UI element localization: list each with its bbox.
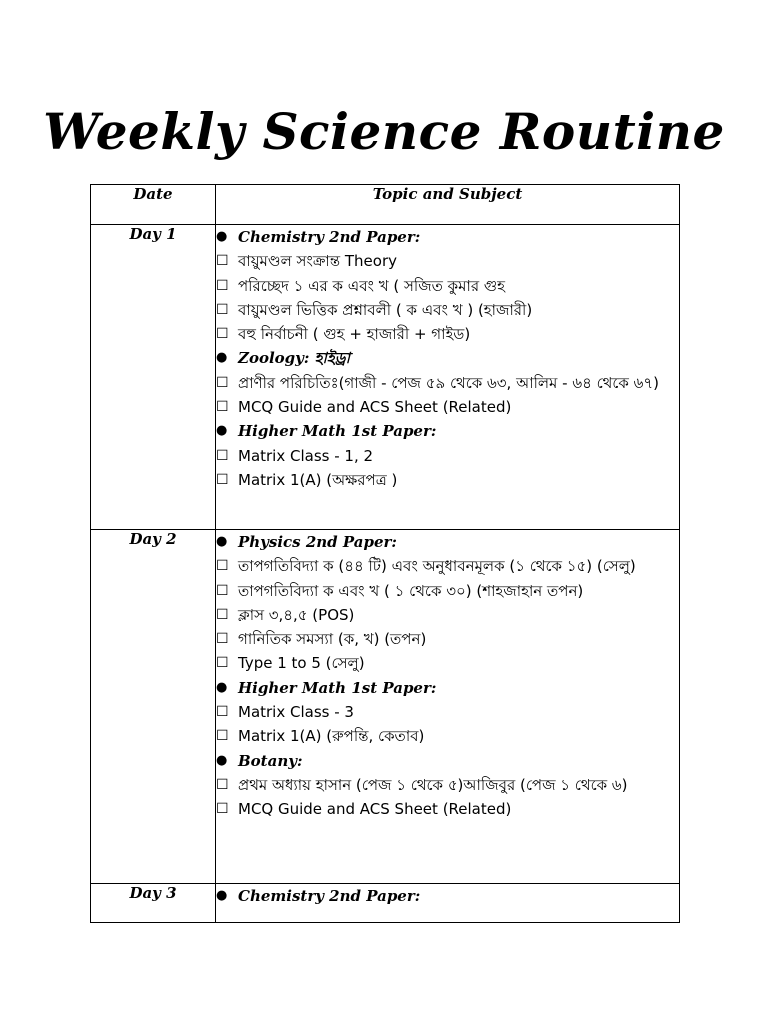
subject-heading-item	[216, 884, 679, 908]
checkbox-icon[interactable]: ☐	[216, 655, 229, 672]
bullet-icon: ●	[216, 229, 228, 244]
table-row-day-1	[91, 225, 680, 530]
checkbox-icon[interactable]: ☐	[216, 801, 229, 818]
table-row-day-2	[91, 530, 680, 884]
checkbox-icon[interactable]: ☐	[216, 728, 229, 745]
subject-heading-item	[216, 225, 679, 249]
checklist-item	[216, 395, 679, 419]
topic-list	[216, 530, 679, 822]
checkbox-icon[interactable]: ☐	[216, 326, 229, 343]
routine-table	[90, 184, 680, 923]
item-text: প্রাণীর পরিচিতিঃ(গাজী - পেজ ৫৯ থেকে ৬৩, আলিম - ৬৪ থেকে ৬৭)	[238, 373, 660, 392]
bullet-icon: ●	[216, 679, 228, 695]
table-row-day-3	[91, 884, 680, 923]
subject-heading-item	[216, 676, 679, 700]
topic-list	[216, 225, 679, 492]
checklist-item	[216, 274, 679, 298]
topic-column-header: Topic and Subject	[216, 185, 680, 225]
item-text: Higher Math 1st Paper:	[238, 422, 437, 441]
page-title: Weekly Science Routine	[43, 102, 725, 161]
checklist-item	[216, 371, 679, 395]
item-text: Chemistry 2nd Paper:	[238, 228, 421, 246]
checklist-item	[216, 724, 679, 748]
item-text: বহু নির্বাচনী ( গুহ + হাজারী + গাইড)	[238, 325, 471, 344]
topic-cell	[216, 225, 680, 530]
bullet-icon: ●	[216, 534, 228, 549]
item-text: বায়ুমণ্ডল সংক্রান্ত Theory	[238, 252, 398, 271]
checkbox-icon[interactable]: ☐	[216, 606, 229, 623]
checkbox-icon[interactable]: ☐	[216, 631, 229, 648]
subject-heading-item	[216, 530, 679, 554]
checklist-item	[216, 322, 679, 346]
topic-list	[216, 884, 679, 908]
checklist-item	[216, 554, 679, 578]
subject-heading-item	[216, 346, 679, 370]
checkbox-icon[interactable]: ☐	[216, 558, 229, 575]
item-text: প্রথম অধ্যায় হাসান (পেজ ১ থেকে ৫)আজিবুর (পেজ ১ থেকে ৬)	[238, 775, 628, 794]
item-text: Type 1 to 5 (সেলু)	[238, 654, 365, 673]
checklist-item	[216, 627, 679, 651]
checkbox-icon[interactable]: ☐	[216, 582, 229, 599]
item-text: Matrix Class - 3	[238, 703, 354, 722]
bullet-icon: ●	[216, 423, 228, 439]
item-text: তাপগতিবিদ্যা ক (৪৪ টি) এবং অনুধাবনমূলক (১ থেকে ১৫) (সেলু)	[238, 557, 636, 576]
checklist-item	[216, 700, 679, 724]
checkbox-icon[interactable]: ☐	[216, 253, 229, 270]
table-header-row	[91, 185, 680, 225]
day-cell: Day 2	[91, 530, 216, 884]
day-cell: Day 1	[91, 225, 216, 530]
topic-cell	[216, 530, 680, 884]
checklist-item	[216, 651, 679, 675]
checkbox-icon[interactable]: ☐	[216, 301, 229, 318]
bullet-icon: ●	[216, 350, 228, 366]
checklist-item	[216, 249, 679, 273]
checklist-item	[216, 773, 679, 797]
checkbox-icon[interactable]: ☐	[216, 374, 229, 391]
checkbox-icon[interactable]: ☐	[216, 776, 229, 793]
checkbox-icon[interactable]: ☐	[216, 399, 229, 416]
topic-cell	[216, 884, 680, 923]
item-text: Zoology: হাইড্রা	[238, 349, 351, 368]
subject-heading-item	[216, 419, 679, 443]
checklist-item	[216, 579, 679, 603]
date-column-header: Date	[91, 185, 216, 225]
item-text: পরিচ্ছেদ ১ এর ক এবং খ ( সজিত কুমার গুহ	[238, 276, 506, 295]
bullet-icon: ●	[216, 888, 228, 903]
subject-heading-item	[216, 749, 679, 773]
checklist-item	[216, 797, 679, 821]
checkbox-icon[interactable]: ☐	[216, 277, 229, 294]
checklist-item	[216, 444, 679, 468]
checkbox-icon[interactable]: ☐	[216, 704, 229, 721]
item-text: MCQ Guide and ACS Sheet (Related)	[238, 800, 512, 819]
item-text: ক্লাস ৩,৪,৫ (POS)	[238, 605, 355, 624]
checklist-item	[216, 603, 679, 627]
checklist-item	[216, 298, 679, 322]
checkbox-icon[interactable]: ☐	[216, 471, 229, 488]
checkbox-icon[interactable]: ☐	[216, 447, 229, 464]
item-text: গানিতিক সমস্যা (ক, খ) (তপন)	[238, 630, 427, 649]
bullet-icon: ●	[216, 752, 228, 768]
item-text: তাপগতিবিদ্যা ক এবং খ ( ১ থেকে ৩০) (শাহজাহান তপন)	[238, 581, 584, 600]
item-text: Botany:	[238, 751, 303, 770]
item-text: Physics 2nd Paper:	[238, 533, 397, 551]
item-text: Matrix Class - 1, 2	[238, 446, 374, 465]
item-text: বায়ুমণ্ডল ভিত্তিক প্রশ্নাবলী ( ক এবং খ ) (হাজারী)	[238, 300, 533, 319]
item-text: Chemistry 2nd Paper:	[238, 887, 421, 905]
checklist-item	[216, 468, 679, 492]
day-cell: Day 3	[91, 884, 216, 923]
item-text: Matrix 1(A) (রুপন্তি, কেতাব)	[238, 727, 425, 746]
item-text: Higher Math 1st Paper:	[238, 678, 437, 697]
item-text: Matrix 1(A) (অক্ষরপত্র )	[238, 470, 398, 489]
item-text: MCQ Guide and ACS Sheet (Related)	[238, 398, 512, 417]
